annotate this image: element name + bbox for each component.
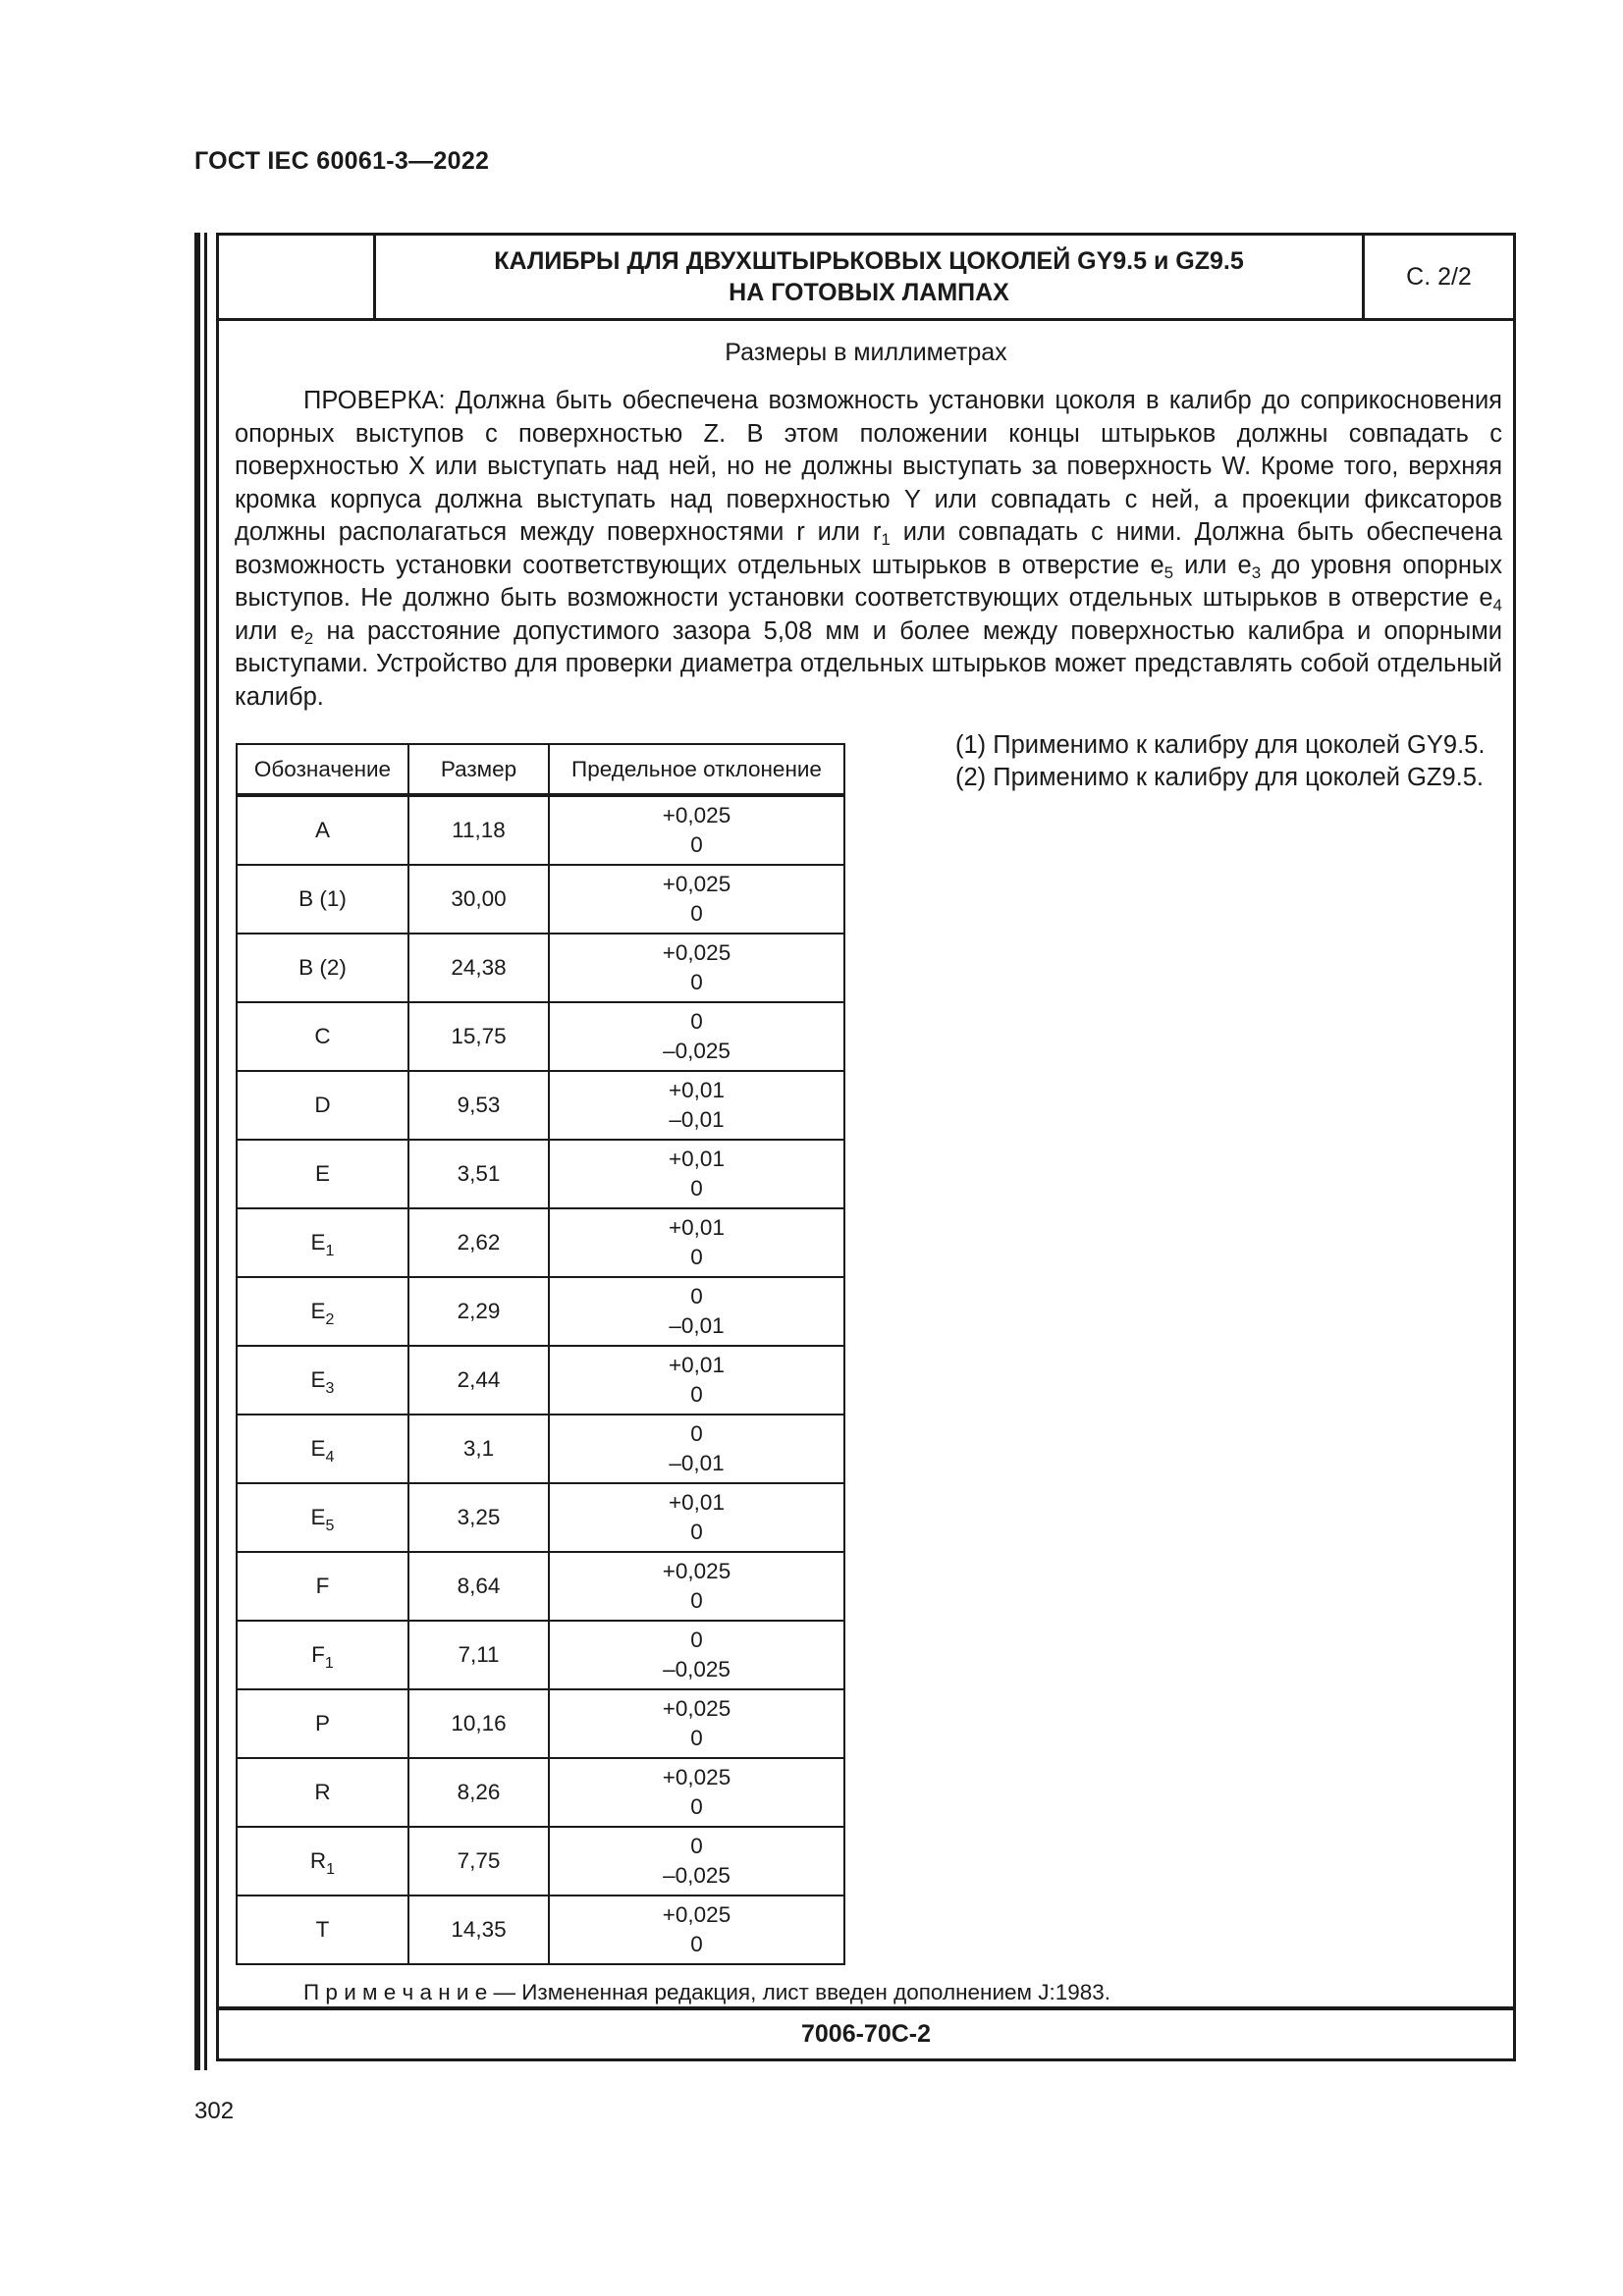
sheet-footer-code: 7006-70C-2 [219, 2006, 1513, 2058]
table-row [237, 1827, 844, 1896]
tolerance-upper: +0,01 [669, 1490, 725, 1515]
cell-designation: $E_1$ [237, 1208, 408, 1277]
table-row [237, 1689, 844, 1758]
dimensions-table [236, 743, 845, 1965]
tolerance-lower: 0 [690, 1176, 703, 1201]
tolerance-upper: +0,025 [662, 803, 731, 828]
tolerance-lower: –0,025 [663, 1039, 730, 1063]
tolerance-upper: +0,025 [662, 1696, 731, 1721]
cell-designation: $F_1$ [237, 1621, 408, 1689]
note-amendment: П р и м е ч а н и е — Измененная редакция, лист введен дополнением J:1983. [303, 1980, 1111, 2004]
document-code: ГОСТ IEC 60061-3—2022 [194, 147, 490, 175]
table-row [237, 1208, 844, 1277]
cell-tolerance [549, 1896, 844, 1964]
cell-tolerance [549, 1415, 844, 1483]
table-row [237, 1758, 844, 1827]
cell-size: 30,00 [408, 865, 549, 934]
cell-tolerance [549, 1621, 844, 1689]
cell-designation: $E_5$ [237, 1483, 408, 1552]
tolerance-lower: 0 [690, 901, 703, 926]
tolerance-upper: 0 [690, 1009, 703, 1034]
cell-size: 7,75 [408, 1827, 549, 1896]
footnotes [887, 729, 1505, 794]
tolerance-lower: 0 [690, 1382, 703, 1407]
tolerance-upper: 0 [690, 1834, 703, 1858]
cell-designation: E [237, 1140, 408, 1208]
tolerance-lower: –0,01 [669, 1313, 725, 1338]
cell-designation: F [237, 1552, 408, 1621]
table-row [237, 1002, 844, 1071]
margin-bar-thick [194, 233, 200, 2070]
cell-size: 8,64 [408, 1552, 549, 1621]
tolerance-upper: +0,01 [669, 1147, 725, 1171]
tolerance-lower: 0 [690, 1520, 703, 1544]
table-row [237, 1415, 844, 1483]
table-row [237, 1071, 844, 1140]
cell-tolerance [549, 1552, 844, 1621]
table-row [237, 1140, 844, 1208]
footnote-2: (2) Применимо к калибру для цоколей GZ9.5. [955, 764, 1484, 791]
cell-size: 9,53 [408, 1071, 549, 1140]
cell-tolerance [549, 1689, 844, 1758]
sheet-title-line1: КАЛИБРЫ ДЛЯ ДВУХШТЫРЬКОВЫХ ЦОКОЛЕЙ GY9.5 и GZ9.5 [494, 247, 1244, 275]
cell-designation: B (2) [237, 934, 408, 1002]
sheet-title-line2: НА ГОТОВЫХ ЛАМПАХ [729, 279, 1009, 306]
tolerance-upper: +0,025 [662, 940, 731, 965]
cell-designation: $R_1$ [237, 1827, 408, 1896]
cell-tolerance [549, 865, 844, 934]
cell-designation: B (1) [237, 865, 408, 934]
cell-tolerance [549, 934, 844, 1002]
cell-tolerance [549, 1346, 844, 1415]
cell-size: 11,18 [408, 795, 549, 865]
table-row [237, 795, 844, 865]
tolerance-lower: –0,01 [669, 1451, 725, 1475]
sheet-number: С. 2/2 [1406, 262, 1472, 291]
cell-tolerance [549, 1208, 844, 1277]
tolerance-lower: 0 [690, 1245, 703, 1269]
table-header-row [237, 744, 844, 795]
sheet-frame [216, 233, 1516, 2061]
tolerance-lower: –0,025 [663, 1657, 730, 1682]
cell-designation: D [237, 1071, 408, 1140]
cell-tolerance [549, 1071, 844, 1140]
header-size: Размер [408, 744, 549, 795]
tolerance-upper: +0,01 [669, 1215, 725, 1240]
units-note: Размеры в миллиметрах [725, 339, 1007, 366]
tolerance-upper: +0,025 [662, 1559, 731, 1583]
cell-tolerance [549, 1483, 844, 1552]
cell-tolerance [549, 1827, 844, 1896]
cell-designation: $E_4$ [237, 1415, 408, 1483]
cell-size: 14,35 [408, 1896, 549, 1964]
cell-designation: A [237, 795, 408, 865]
header-designation: Обозначение [237, 744, 408, 795]
header-tolerance: Предельное отклонение [549, 744, 844, 795]
page-number: 302 [194, 2098, 235, 2124]
margin-bar-thin [204, 233, 207, 2070]
tolerance-upper: +0,025 [662, 1765, 731, 1789]
footnote-1: (1) Применимо к калибру для цоколей GY9.5. [955, 731, 1486, 759]
tolerance-lower: 0 [690, 1794, 703, 1819]
tolerance-lower: 0 [690, 970, 703, 994]
tolerance-lower: –0,01 [669, 1107, 725, 1132]
table-row [237, 1552, 844, 1621]
table-body [237, 795, 844, 1964]
cell-size: 2,29 [408, 1277, 549, 1346]
verification-paragraph: ПРОВЕРКА: Должна быть обеспечена возможность установки цоколя в калибр до соприкосновения опорных выступов с поверхностью Z. В этом положении концы штырьков должны совпадать с поверхностью X или выступать над ней, но не должны выступать за поверхность W. Кроме того, верхняя кромка корпуса должна выступать над поверхностью Y или совпадать с ней, а проекции фиксаторов должны располагаться между поверхностями r или $r_1$ или совпадать с ними. Должна быть обеспечена возможность установки соответствующих отдельных штырьков в отверстие $e_5$ или $e_3$ до уровня опорных выступов. Не должно быть возможности установки соответствующих отдельных штырьков в отверстие $e_4$ или $e_2$ на расстояние допустимого зазора 5,08 мм и более между поверхностью калибра и опорными выступами. Устройство для проверки диаметра отдельных штырьков может представлять собой отдельный калибр. [235, 387, 1503, 711]
tolerance-lower: 0 [690, 1726, 703, 1750]
table-row [237, 1896, 844, 1964]
tolerance-upper: +0,025 [662, 872, 731, 896]
table-row [237, 865, 844, 934]
cell-size: 15,75 [408, 1002, 549, 1071]
cell-tolerance [549, 1277, 844, 1346]
cell-tolerance [549, 795, 844, 865]
cell-tolerance [549, 1758, 844, 1827]
cell-tolerance [549, 1140, 844, 1208]
table-row [237, 1621, 844, 1689]
cell-designation: C [237, 1002, 408, 1071]
title-bar [219, 236, 1513, 321]
cell-size: 24,38 [408, 934, 549, 1002]
table-row [237, 934, 844, 1002]
tolerance-upper: 0 [690, 1628, 703, 1652]
cell-designation: T [237, 1896, 408, 1964]
tolerance-upper: 0 [690, 1421, 703, 1446]
tolerance-lower: 0 [690, 1588, 703, 1613]
cell-size: 10,16 [408, 1689, 549, 1758]
tolerance-lower: –0,025 [663, 1863, 730, 1888]
cell-size: 3,51 [408, 1140, 549, 1208]
cell-designation: R [237, 1758, 408, 1827]
tolerance-upper: 0 [690, 1284, 703, 1308]
tolerance-upper: +0,01 [669, 1353, 725, 1377]
cell-size: 3,25 [408, 1483, 549, 1552]
cell-size: 8,26 [408, 1758, 549, 1827]
cell-size: 2,62 [408, 1208, 549, 1277]
cell-designation: $E_2$ [237, 1277, 408, 1346]
table-row [237, 1277, 844, 1346]
cell-tolerance [549, 1002, 844, 1071]
cell-size: 2,44 [408, 1346, 549, 1415]
title-bar-empty-cell [219, 236, 376, 318]
cell-designation: $E_3$ [237, 1346, 408, 1415]
table-row [237, 1483, 844, 1552]
cell-size: 7,11 [408, 1621, 549, 1689]
tolerance-upper: +0,01 [669, 1078, 725, 1102]
tolerance-lower: 0 [690, 832, 703, 857]
sheet-title [376, 236, 1365, 318]
cell-size: 3,1 [408, 1415, 549, 1483]
table-row [237, 1346, 844, 1415]
cell-designation: P [237, 1689, 408, 1758]
tolerance-lower: 0 [690, 1932, 703, 1956]
tolerance-upper: +0,025 [662, 1902, 731, 1927]
